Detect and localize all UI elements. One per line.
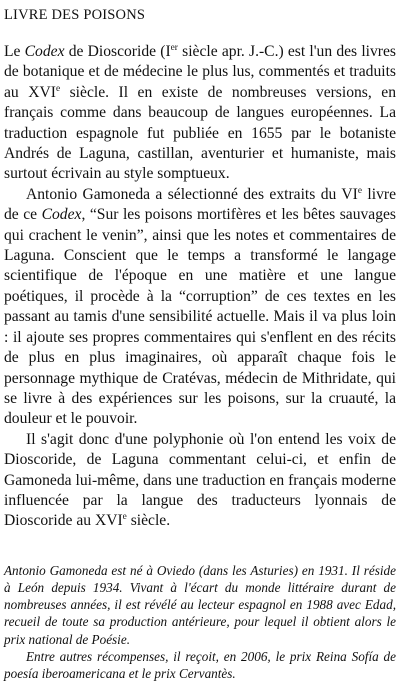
work-title: Codex [24, 43, 65, 60]
paragraph-polyphony [4, 430, 396, 532]
back-cover-page [4, 6, 396, 682]
description-text [4, 42, 396, 532]
section-spacer [4, 532, 396, 562]
bio-paragraph-birth: Antonio Gamoneda est né à Oviedo (dans les Asturies) en 1931. Il réside à León depuis 1934. Vivant à l'écart du monde littéraire durant de nombreuses années, il est révélé au lecteur espagnol en 1988 avec Edad, recueil de toute sa production antérieure, pour lequel il obtient alors le prix national de Poésie. [4, 562, 396, 647]
text-run: Antonio Gamoneda a sélectionné des extraits du VI [26, 185, 358, 203]
work-title: Codex [41, 206, 82, 224]
century-numeral: XVI [94, 512, 123, 530]
text-run: de Dioscoride ( [64, 43, 166, 60]
superscript-ordinal: e [55, 83, 61, 94]
bio-paragraph-awards: Entre autres récompenses, il reçoit, en 2006, le prix Reina Sofía de poesía iberoamericana et le prix Cervantès. [4, 648, 396, 681]
superscript-ordinal: e [357, 185, 363, 196]
text-run: siècle apr. J.-C.) est l'un des livres de botanique et de médecine le plus lus, commentés et traduits au [4, 43, 396, 101]
text-run: siècle. Il en existe de nombreuses versions, en français comme dans beaucoup de langues européennes. La traduction espagnole fut publiée en 1655 par le botaniste Andrés de Laguna, castillan, aventurier et humaniste, mais surtout écrivain au style somptueux. [4, 83, 396, 183]
century-numeral: XVI [28, 83, 56, 101]
text-run: siècle. [126, 512, 171, 530]
paragraph-gamoneda-selection [4, 185, 396, 430]
superscript-ordinal: er [170, 42, 178, 53]
text-run: Le [4, 43, 25, 60]
text-run: I [165, 43, 171, 60]
author-bio [4, 562, 396, 682]
section-heading: LIVRE DES POISONS [4, 7, 146, 23]
superscript-ordinal: e [122, 512, 127, 523]
text-run: Il s'agit donc d'une polyphonie où l'on entend les voix de Dioscoride, de Laguna commentant celui-ci, et enfin de Gamoneda lui-même, dans une traduction en français moderne influencée par la langue des traducteurs lyonnais de Dioscoride au [4, 430, 396, 530]
text-run: livre de ce [4, 185, 396, 224]
paragraph-codex-intro [4, 42, 396, 185]
text-run: , “Sur les poisons mortifères et les bêtes sauvages qui crachent le venin”, ainsi que les notes et commentaires de Laguna. Conscient que le temps a transformé le langage scientifique de l'époque en une matière et une langue poétiques, il procède à la “corruption” de ces textes en les passant au tamis d'une sensibilité actuelle. Mais il va plus loin : il ajoute ses propres commentaires qui s'enflent en des récits de plus en plus imaginaires, où apparaît chaque fois le personnage mythique de Cratévas, médecin de Mithridate, qui se livre à des expériences sur les poisons, sur la cruauté, la douleur et le pouvoir. [4, 206, 396, 428]
